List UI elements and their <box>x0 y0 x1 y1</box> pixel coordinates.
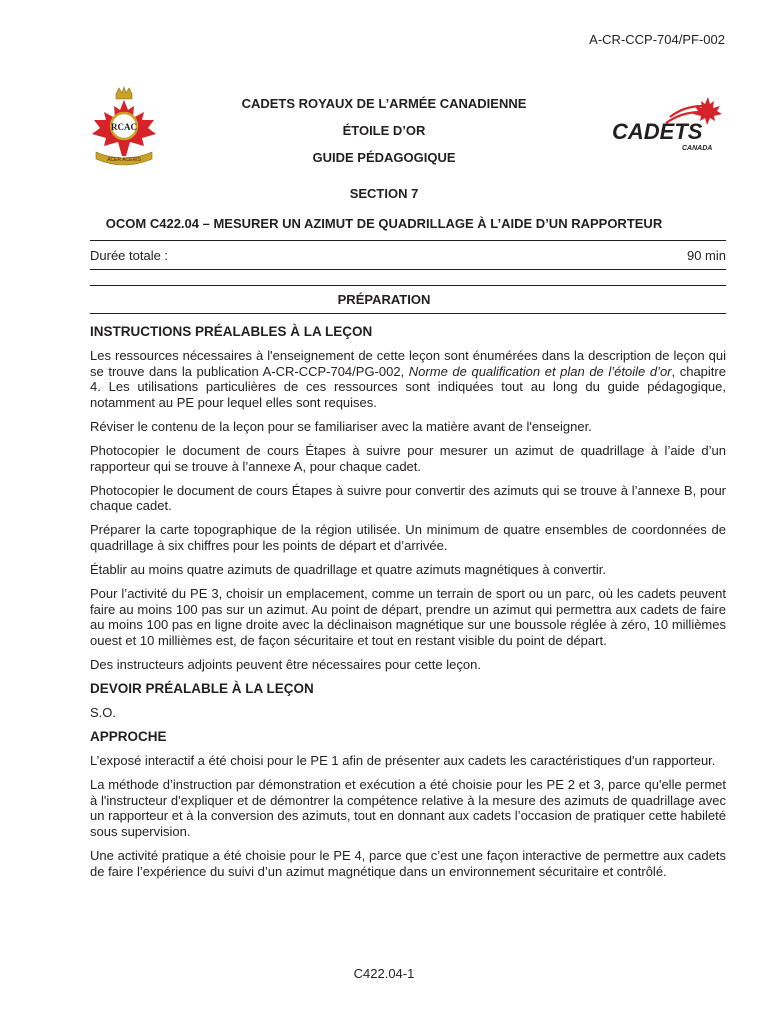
preparation-bottom-divider <box>90 313 726 314</box>
duration-row <box>90 248 726 263</box>
crest-monogram: RCAC <box>111 122 137 132</box>
crest-motto: ACER ACERIS <box>107 157 141 163</box>
lesson-body <box>90 324 726 888</box>
logo-cadets-text: CADETS <box>612 119 703 144</box>
instructions-paragraph-5: Préparer la carte topographique de la région utilisée. Un minimum de quatre ensembles de coordonnées de quadrillage à six chiffres pour les points de départ et d’arrivée. <box>90 522 726 553</box>
title-line-2: ÉTOILE D’OR <box>342 123 426 138</box>
instructions-paragraph-8: Des instructeurs adjoints peuvent être nécessaires pour cette leçon. <box>90 657 481 672</box>
publication-title: Norme de qualification et plan de l’étoile d’or <box>408 363 672 379</box>
approach-paragraph-2: La méthode d’instruction par démonstration et exécution a été choisie pour les PE 2 et 3, parce qu'elle permet à l'instructeur d'expliquer et de démontrer la compétence relative à la mesure des azimuts de quadrillage avec un rapporteur et à la conversion des azimuts, tout en donnant aux cadets l’occasion de pratiquer cette habileté sous supervision. <box>90 777 726 840</box>
instructions-heading: INSTRUCTIONS PRÉALABLES À LA LEÇON <box>90 324 373 339</box>
homework-paragraph-1: S.O. <box>90 705 117 721</box>
duration-label: Durée totale : <box>90 248 169 263</box>
approach-paragraph-1: L’exposé interactif a été choisi pour le PE 1 afin de présenter aux cadets les caractéristiques d'un rapporteur. <box>90 753 716 769</box>
instructions-paragraph-2: Réviser le contenu de la leçon pour se familiariser avec la matière avant de l'enseigner. <box>90 418 592 434</box>
preparation-top-divider <box>90 285 726 286</box>
preparation-heading: PRÉPARATION <box>337 292 431 307</box>
duration-value: 90 min <box>686 248 726 263</box>
page-number: C422.04-1 <box>353 966 415 981</box>
homework-heading: DEVOIR PRÉALABLE À LA LEÇON <box>90 681 314 697</box>
instructions-paragraph-1: Les ressources nécessaires à l'enseignement de cette leçon sont énumérées dans la description de leçon qui se trouve dans la publication A-CR-CCP-704/PG-002, Norme de qualification et plan de l’étoile d’or, chapitre 4. Les utilisations particulières de ces ressources sont indiquées tout au long du guide pédagogique, notamment au PE pour lequel elles sont requises. <box>90 348 726 410</box>
logo-canada-text: CANADA <box>682 145 713 152</box>
instructions-paragraph-7: Pour l’activité du PE 3, choisir un emplacement, comme un terrain de sport ou un parc, où les cadets peuvent faire au moins 100 pas sur un azimut. Au point de départ, prendre un azimut qui permettra aux cadets de faire au moins 100 pas en ligne droite avec la déclinaison magnétique sur une boussole réglée à zéro, 10 millièmes ouest et 10 millièmes est, de façon sécuritaire et tout en restant visible du point de départ. <box>90 586 726 648</box>
title-line-3: GUIDE PÉDAGOGIQUE <box>312 150 456 165</box>
instructions-paragraph-6: Établir au moins quatre azimuts de quadrillage et quatre azimuts magnétiques à convertir. <box>90 562 606 578</box>
approach-paragraph-3: Une activité pratique a été choisie pour le PE 4, parce que c’est une façon interactive de permettre aux cadets de faire l’expérience du suivi d’un azimut magnétique dans un environnement sécuritaire et contrôlé. <box>90 848 726 879</box>
document-reference: A-CR-CCP-704/PF-002 <box>589 32 725 47</box>
top-divider <box>90 240 726 241</box>
instructions-paragraph-4: Photocopier le document de cours Étapes à suivre pour convertir des azimuts qui se trouve à l’annexe B, pour chaque cadet. <box>90 482 726 514</box>
instructions-paragraph-3: Photocopier le document de cours Étapes à suivre pour mesurer un azimut de quadrillage à l’aide d’un rapporteur qui se trouve à l’annexe A, pour chaque cadet. <box>90 442 726 474</box>
section-title: SECTION 7 <box>349 186 419 201</box>
title-line-1: CADETS ROYAUX DE L’ARMÉE CANADIENNE <box>241 96 527 111</box>
duration-divider <box>90 269 726 270</box>
lesson-title: OCOM C422.04 – MESURER UN AZIMUT DE QUADRILLAGE À L’AIDE D’UN RAPPORTEUR <box>105 216 663 231</box>
approach-heading: APPROCHE <box>90 729 167 745</box>
